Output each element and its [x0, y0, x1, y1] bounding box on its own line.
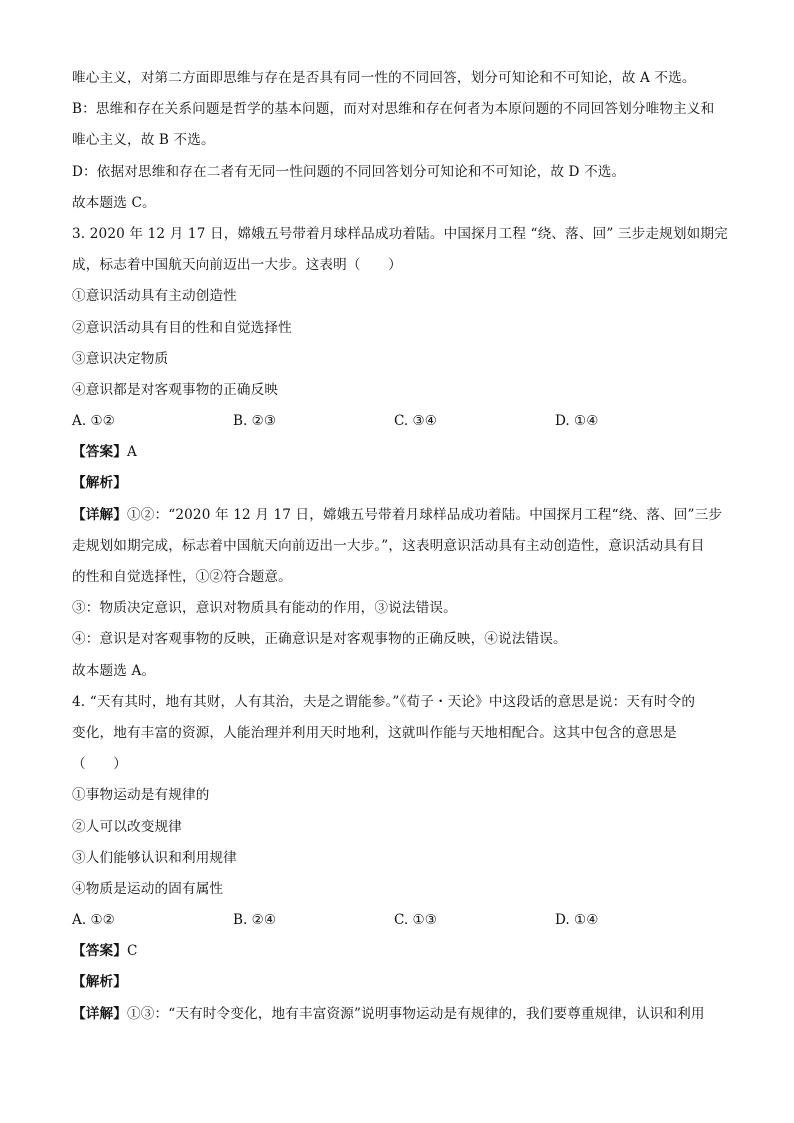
answer-options	[72, 406, 726, 437]
question-stem: （ ）	[72, 756, 127, 773]
text-line: D：依据对思维和存在二者有无同一性问题的不同回答划分可知论和不可知论，故 D 不选。	[72, 163, 626, 180]
analysis-tag: 【解析】	[72, 475, 127, 492]
text-line: 故本题选 C。	[72, 194, 156, 211]
option-b: B. ②④	[233, 912, 277, 929]
text-line: B：思维和存在关系问题是哲学的基本问题，而对对思维和存在何者为本原问题的不同回答划分唯物主义和	[72, 101, 715, 118]
question-4	[72, 687, 726, 1030]
choice-item: ④意识都是对客观事物的正确反映	[72, 381, 279, 398]
question-stem: 3. 2020 年 12 月 17 日，嫦娥五号带着月球样品成功着陆。中国探月工程 “绕、落、回” 三步走规划如期完	[72, 225, 728, 242]
option-c: C. ③④	[394, 413, 437, 430]
question-stem: 4. “天有其时，地有其财，人有其治，夫是之谓能参。”《荀子・天论》中这段话的意思是说：天有时令的	[72, 693, 696, 710]
answer-options	[72, 905, 726, 936]
choice-item: ①意识活动具有主动创造性	[72, 288, 237, 305]
question-3	[72, 219, 726, 687]
choice-item: ②意识活动具有目的性和自觉选择性	[72, 319, 292, 336]
option-a: A. ①②	[72, 413, 115, 430]
option-d: D. ①④	[555, 912, 599, 929]
detail-tag: 【详解】	[72, 1005, 127, 1022]
text-line: 唯心主义，故 B 不选。	[72, 132, 215, 149]
answer-value: C	[126, 943, 138, 960]
detail-text: 的性和自觉选择性，①②符合题意。	[72, 569, 292, 585]
detail-text: ④：意识是对客观事物的反映，正确意识是对客观事物的正确反映，④说法错误。	[72, 631, 567, 648]
analysis-tag: 【解析】	[72, 974, 127, 991]
detail-text: 走规划如期完成，标志着中国航天向前迈出一大步。”，这表明意识活动具有主动创造性，意识活动具有目	[72, 537, 705, 554]
option-c: C. ①③	[394, 912, 437, 929]
detail-line	[72, 500, 726, 531]
answer-value: A	[126, 444, 137, 461]
answer-line	[72, 437, 726, 468]
detail-line	[72, 999, 726, 1030]
detail-text: ①③：“天有时令变化，地有丰富资源”说明事物运动是有规律的，我们要尊重规律，认识和利用	[126, 1005, 705, 1022]
analysis-line	[72, 967, 726, 998]
choice-item: ④物质是运动的固有属性	[72, 880, 224, 897]
choice-item: ③人们能够认识和利用规律	[72, 849, 237, 866]
choice-item: ①事物运动是有规律的	[72, 787, 210, 804]
detail-text: ①②：“2020 年 12 月 17 日，嫦娥五号带着月球样品成功着陆。中国探月工程“绕、落、回”三步	[126, 506, 723, 523]
option-d: D. ①④	[555, 413, 599, 430]
question-stem: 变化，地有丰富的资源，人能治理并利用天时地利，这就叫作能与天地相配合。这其中包含的意思是	[72, 724, 677, 741]
option-a: A. ①②	[72, 912, 115, 929]
option-b: B. ②③	[233, 413, 277, 430]
detail-tag: 【详解】	[72, 506, 127, 523]
detail-text: ③：物质决定意识，意识对物质具有能动的作用，③说法错误。	[72, 600, 457, 617]
answer-tag: 【答案】	[72, 444, 127, 461]
question-stem: 成，标志着中国航天向前迈出一大步。这表明（ ）	[72, 257, 402, 274]
choice-item: ②人可以改变规律	[72, 818, 182, 835]
detail-text: 故本题选 A。	[72, 662, 156, 679]
answer-line	[72, 936, 726, 967]
text-line: 唯心主义，对第二方面即思维与存在是否具有同一性的不同回答，划分可知论和不可知论，故 A 不选。	[72, 70, 696, 86]
document-page	[72, 63, 726, 1030]
choice-item: ③意识决定物质	[72, 350, 169, 367]
analysis-line	[72, 468, 726, 499]
answer-tag: 【答案】	[72, 943, 127, 960]
